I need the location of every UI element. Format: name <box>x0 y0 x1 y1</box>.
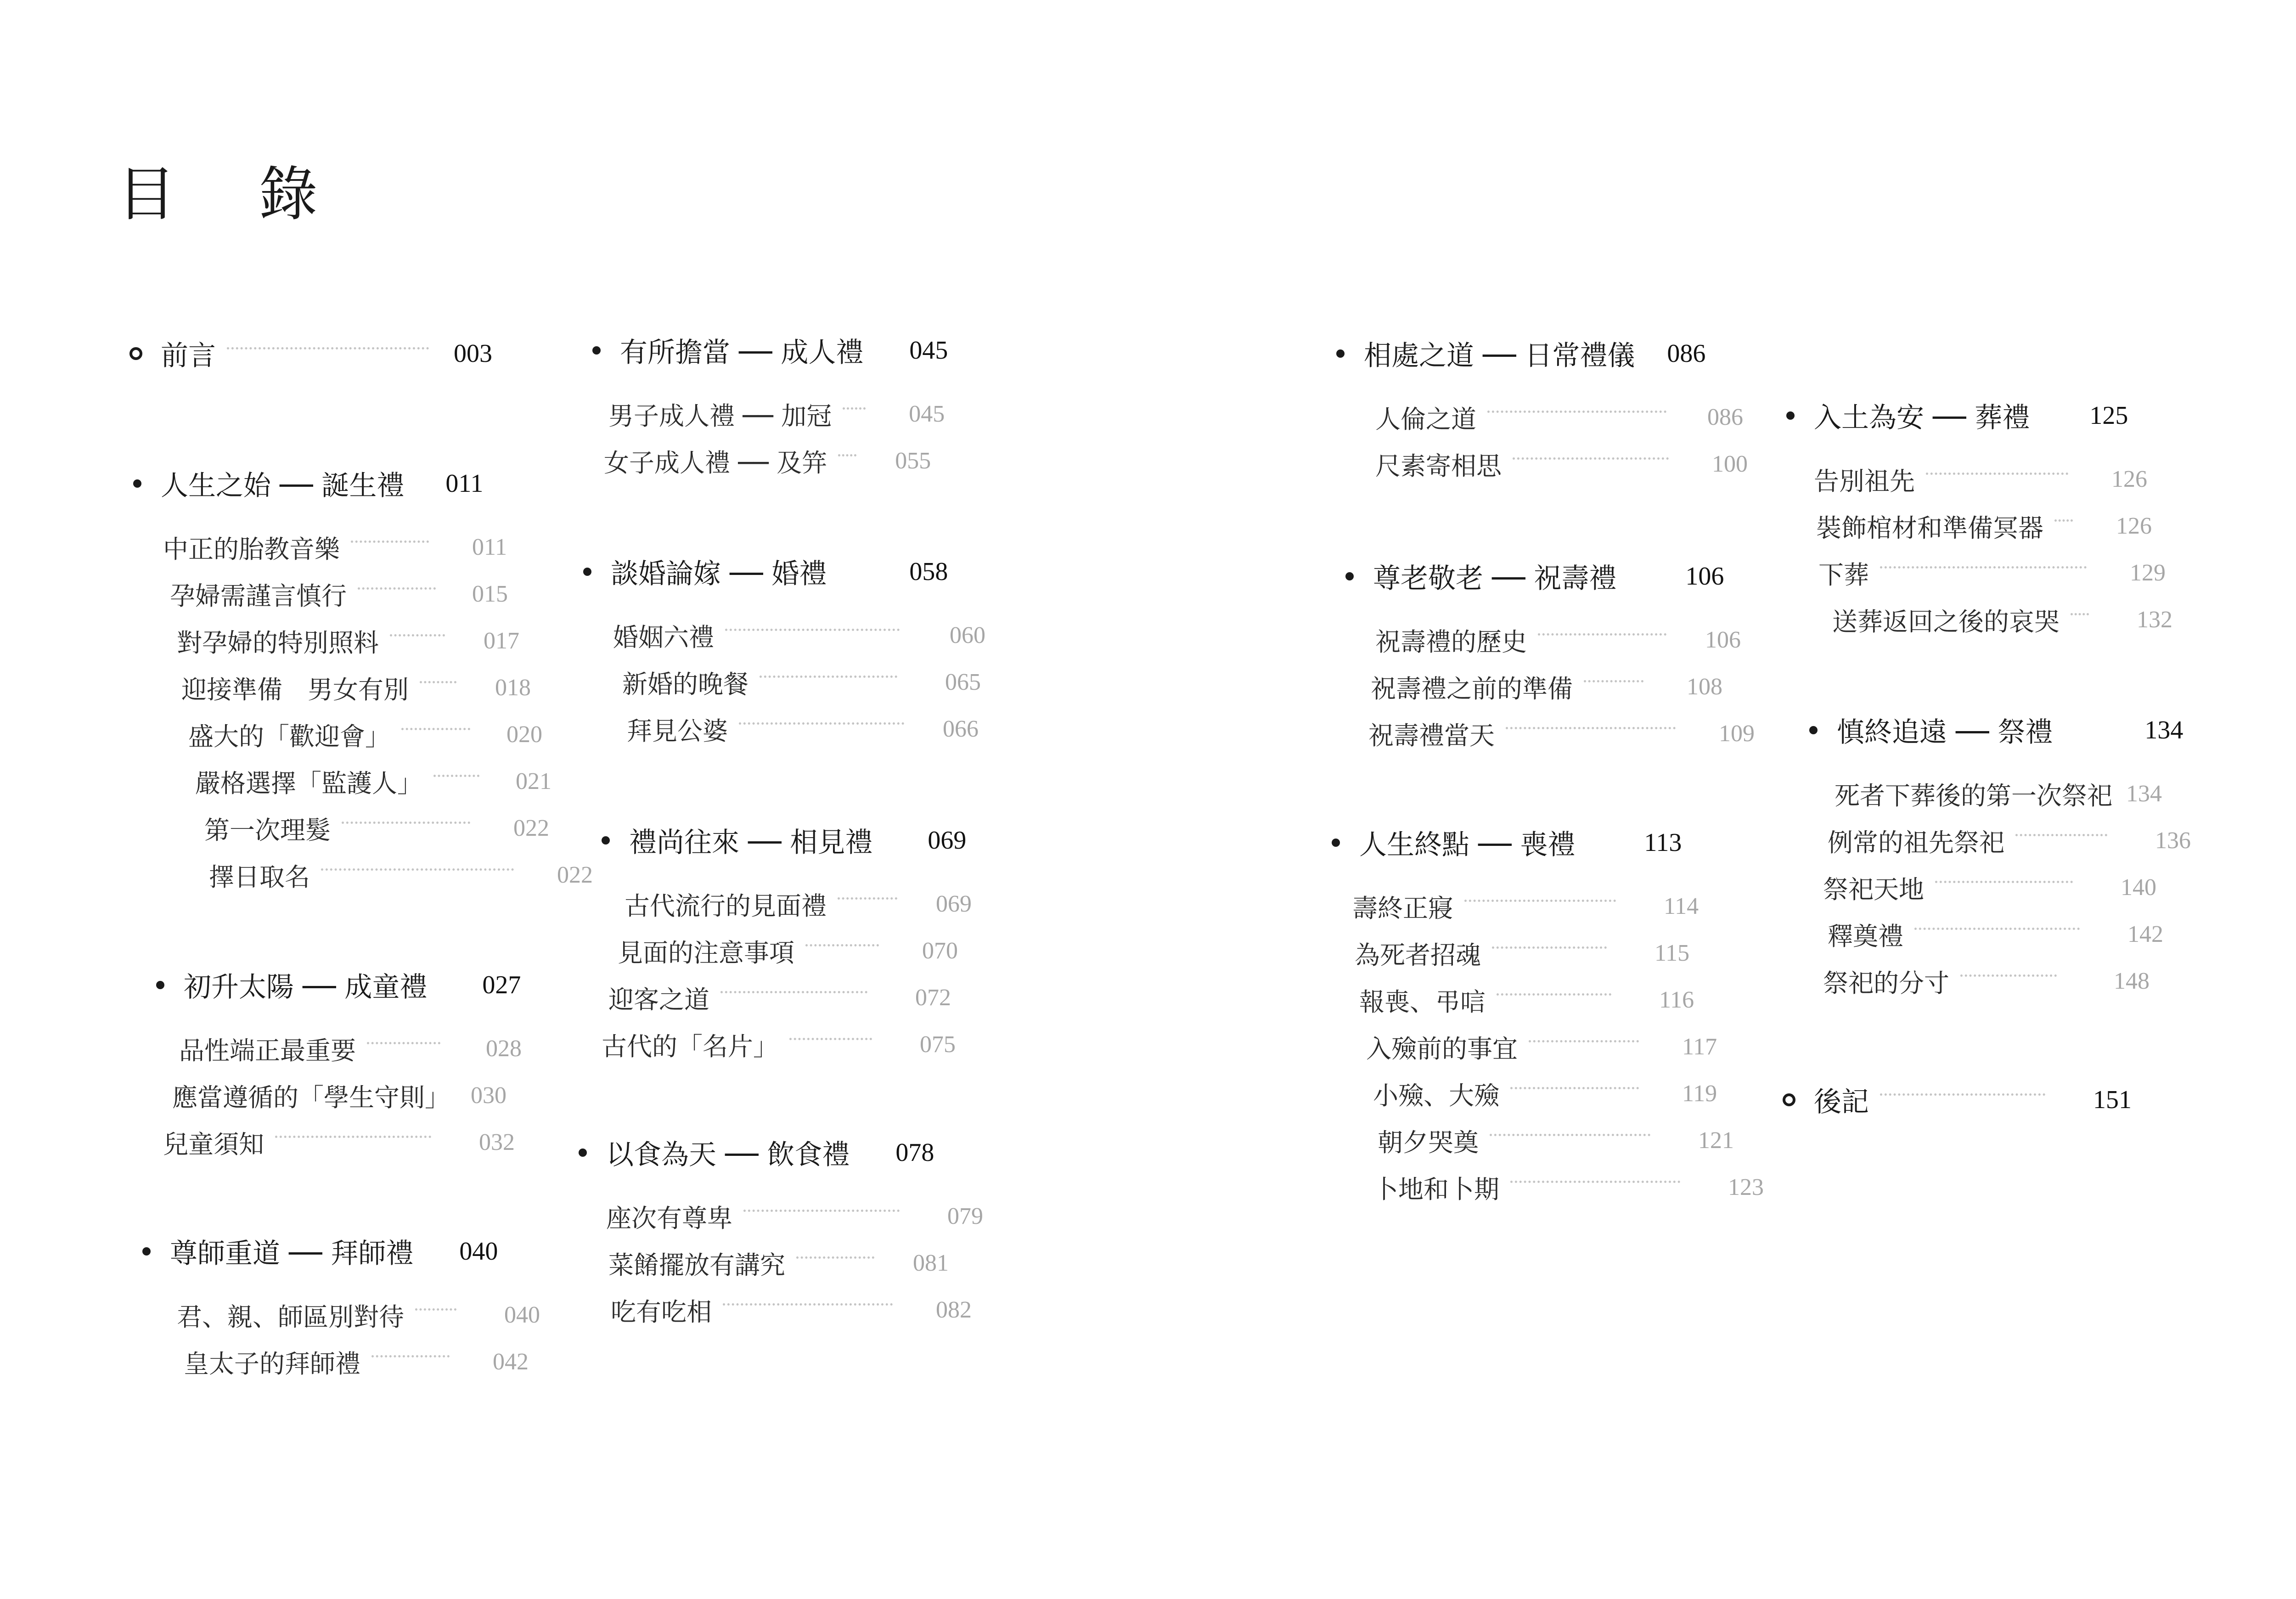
section-title: 禮尚往來 ── 相見禮 <box>629 827 873 859</box>
entry-page-number: 123 <box>1728 1174 1764 1200</box>
toc-entry <box>602 1028 956 1060</box>
toc-entry <box>163 1126 515 1158</box>
entry-title: 祝壽禮的歷史 <box>1375 627 1527 657</box>
entry-page-number: 065 <box>945 669 981 695</box>
toc-entry <box>1823 965 2150 997</box>
dot-leader <box>1510 1181 1680 1183</box>
dot-leader <box>1513 457 1669 460</box>
dot-leader <box>390 634 445 636</box>
section-page-number: 134 <box>2144 716 2183 744</box>
dot-leader <box>342 822 470 824</box>
toc-entry <box>1818 557 2166 589</box>
entry-title: 吃有吃相 <box>611 1297 712 1327</box>
entry-page-number: 109 <box>1719 720 1755 747</box>
entry-title: 古代流行的見面禮 <box>625 891 827 921</box>
toc-entry <box>1828 824 2191 856</box>
entry-page-number: 106 <box>1705 626 1741 653</box>
dot-leader <box>1935 881 2073 883</box>
entry-title: 皇太子的拜師禮 <box>184 1349 361 1379</box>
dot-leader <box>789 1038 872 1040</box>
entry-page-number: 040 <box>504 1301 540 1328</box>
dot-leader <box>720 991 867 993</box>
dot-leader <box>1880 566 2087 569</box>
dot-leader <box>838 897 897 900</box>
entry-page-number: 086 <box>1707 404 1744 430</box>
section-title: 後記 <box>1814 1086 1869 1118</box>
entry-title: 男子成人禮 ── 加冠 <box>608 401 832 431</box>
section-heading <box>606 1137 934 1169</box>
section-title: 前言 <box>161 340 216 372</box>
dot-leader <box>739 722 904 725</box>
entry-title: 擇日取名 <box>209 862 310 892</box>
entry-page-number: 030 <box>471 1082 507 1109</box>
section-title: 入土為安 ── 葬禮 <box>1814 402 2030 434</box>
entry-page-number: 079 <box>947 1203 984 1229</box>
entry-page-number: 011 <box>472 534 507 560</box>
entry-page-number: 022 <box>557 861 593 888</box>
entry-title: 兒童須知 <box>163 1129 264 1159</box>
section-page-number: 040 <box>459 1237 498 1266</box>
section-page-number: 106 <box>1685 562 1724 591</box>
dot-leader <box>843 407 866 410</box>
entry-title: 祝壽禮當天 <box>1368 721 1495 750</box>
section-page-number: 069 <box>928 826 967 855</box>
entry-title: 迎接準備 男女有別 <box>181 675 409 704</box>
dot-leader <box>321 868 514 871</box>
entry-page-number: 075 <box>920 1031 956 1058</box>
entry-title: 座次有尊卑 <box>606 1203 733 1233</box>
entry-page-number: 021 <box>516 768 552 794</box>
toc-entry <box>1366 1030 1717 1063</box>
entry-title: 中正的胎教音樂 <box>163 534 340 564</box>
toc-entry <box>608 981 951 1013</box>
entry-page-number: 121 <box>1698 1127 1734 1154</box>
entry-page-number: 042 <box>493 1348 529 1375</box>
section-heading <box>611 556 948 588</box>
entry-page-number: 069 <box>936 890 972 917</box>
entry-page-number: 055 <box>895 447 931 474</box>
section-page-number: 078 <box>895 1138 934 1167</box>
entry-title: 釋奠禮 <box>1828 921 1904 951</box>
section-page-number: 011 <box>445 469 484 498</box>
entry-page-number: 018 <box>495 674 531 701</box>
dot-leader <box>275 1136 431 1138</box>
section-page-number: 125 <box>2089 401 2128 430</box>
entry-title: 見面的注意事項 <box>618 938 795 968</box>
entry-page-number: 022 <box>513 815 550 841</box>
dot-leader <box>1960 974 2057 977</box>
dot-leader <box>371 1355 450 1357</box>
entry-page-number: 140 <box>2121 874 2157 901</box>
dot-leader <box>760 676 897 678</box>
dot-leader <box>805 944 879 946</box>
entry-title: 祭祀的分寸 <box>1823 968 1950 998</box>
section-heading <box>1814 1084 2132 1116</box>
dot-leader <box>725 629 900 631</box>
entry-page-number: 129 <box>2130 559 2166 586</box>
entry-page-number: 136 <box>2155 827 2191 854</box>
dot-leader <box>838 454 856 456</box>
toc-entry <box>1373 1077 1717 1109</box>
dot-leader <box>351 541 429 543</box>
dot-leader <box>1510 1087 1639 1089</box>
toc-entry <box>170 578 508 610</box>
entry-page-number: 119 <box>1682 1080 1717 1107</box>
entry-page-number: 082 <box>936 1296 972 1323</box>
dot-bullet-icon <box>1332 839 1340 847</box>
section-heading <box>1837 714 2183 749</box>
toc-entry <box>1814 463 2147 495</box>
dot-leader <box>415 1308 456 1311</box>
entry-page-number: 066 <box>943 715 979 742</box>
entry-title: 裝飾棺材和準備冥器 <box>1816 513 2044 543</box>
dot-leader <box>2054 519 2073 522</box>
dot-bullet-icon <box>1786 411 1795 420</box>
toc-entry <box>181 671 531 704</box>
dot-leader <box>2071 613 2089 615</box>
section-heading <box>161 338 492 370</box>
entry-title: 朝夕哭奠 <box>1378 1127 1479 1157</box>
section-heading <box>1814 400 2128 432</box>
dot-leader <box>433 775 479 777</box>
entry-title: 迎客之道 <box>608 985 710 1014</box>
toc-entry <box>209 859 593 891</box>
section-heading <box>184 969 521 1001</box>
dot-bullet-icon <box>133 479 141 488</box>
dot-leader <box>1584 680 1643 682</box>
entry-title: 例常的祖先祭祀 <box>1828 828 2005 857</box>
entry-page-number: 020 <box>506 721 543 748</box>
toc-entry <box>613 619 985 651</box>
entry-page-number: 015 <box>472 580 508 607</box>
toc-entry <box>625 888 972 920</box>
entry-title: 女子成人禮 ── 及笄 <box>604 448 827 478</box>
section-title: 尊老敬老 ── 祝壽禮 <box>1373 563 1617 595</box>
entry-title: 報喪、弔唁 <box>1359 987 1486 1017</box>
dot-leader <box>2015 834 2107 836</box>
toc-entry <box>1378 1124 1734 1156</box>
entry-title: 壽終正寢 <box>1352 893 1454 923</box>
toc-entry <box>618 935 958 967</box>
entry-title: 婚姻六禮 <box>613 622 715 652</box>
dot-leader <box>796 1256 874 1259</box>
toc-entry <box>627 713 979 745</box>
toc-entry <box>188 718 542 750</box>
entry-page-number: 108 <box>1687 673 1723 700</box>
dot-bullet-icon <box>1345 572 1354 580</box>
entry-page-number: 114 <box>1664 893 1699 919</box>
entry-title: 古代的「名片」 <box>602 1031 779 1061</box>
entry-page-number: 081 <box>913 1250 949 1276</box>
section-title: 慎終追遠 ── 祭禮 <box>1837 716 2053 749</box>
section-page-number: 045 <box>909 336 948 365</box>
section-page-number: 003 <box>454 339 492 368</box>
dot-leader <box>1880 1093 2045 1096</box>
entry-page-number: 126 <box>2111 466 2148 492</box>
section-heading <box>1364 338 1705 370</box>
dot-bullet-icon <box>142 1247 151 1256</box>
entry-page-number: 148 <box>2114 968 2150 994</box>
entry-page-number: 126 <box>2116 512 2152 539</box>
toc-entry <box>604 445 931 477</box>
toc-entry <box>204 812 549 844</box>
entry-title: 人倫之道 <box>1375 404 1477 434</box>
dot-leader <box>1914 928 2080 930</box>
entry-title: 孕婦需謹言慎行 <box>170 581 347 611</box>
toc-entry <box>179 1032 522 1064</box>
dot-leader <box>1506 727 1676 729</box>
dot-leader <box>1492 946 1607 949</box>
entry-page-number: 060 <box>950 622 986 648</box>
entry-page-number: 032 <box>479 1129 515 1155</box>
dot-bullet-icon <box>1336 349 1345 358</box>
toc-entry <box>172 1079 506 1111</box>
toc-entry <box>1375 448 1748 480</box>
toc-entry <box>1832 603 2172 636</box>
entry-title: 菜餚擺放有講究 <box>608 1250 786 1280</box>
toc-entry <box>177 1299 540 1331</box>
entry-title: 祝壽禮之前的準備 <box>1371 674 1573 704</box>
ring-bullet-icon <box>129 347 142 360</box>
toc-entry <box>1355 937 1689 969</box>
entry-title: 小殮、大殮 <box>1373 1081 1500 1110</box>
toc-entry <box>1373 1171 1764 1203</box>
toc-entry <box>1352 890 1699 922</box>
entry-title: 下葬 <box>1818 560 1869 590</box>
entry-title: 新婚的晚餐 <box>622 669 749 699</box>
entry-title: 應當遵循的「學生守則」 <box>172 1082 450 1112</box>
entry-title: 盛大的「歡迎會」 <box>188 721 391 751</box>
entry-page-number: 134 <box>2126 780 2162 807</box>
page-title: 目 錄 <box>117 160 350 229</box>
section-title: 初升太陽 ── 成童禮 <box>184 971 428 1003</box>
entry-title: 君、親、師區別對待 <box>177 1302 405 1332</box>
section-title: 相處之道 ── 日常禮儀 <box>1364 340 1635 372</box>
toc-entry <box>1375 401 1743 433</box>
entry-title: 嚴格選擇「監護人」 <box>195 768 423 798</box>
toc-entry <box>608 398 945 430</box>
section-title: 以食為天 ── 飲食禮 <box>606 1139 850 1171</box>
entry-page-number: 142 <box>2127 921 2164 947</box>
entry-page-number: 116 <box>1659 986 1694 1013</box>
dot-leader <box>1538 633 1666 636</box>
toc-entry <box>1371 670 1722 703</box>
dot-leader <box>1926 473 2068 475</box>
toc-entry <box>195 765 551 797</box>
entry-title: 卜地和卜期 <box>1373 1174 1500 1204</box>
entry-title: 祭祀天地 <box>1823 874 1925 904</box>
entry-page-number: 017 <box>484 627 520 654</box>
toc-entry <box>1835 777 2162 810</box>
section-heading <box>1373 560 1724 595</box>
entry-page-number: 115 <box>1654 940 1690 966</box>
dot-bullet-icon <box>1809 726 1818 734</box>
entry-page-number: 045 <box>909 400 945 427</box>
entry-title: 為死者招魂 <box>1355 940 1481 970</box>
section-title: 談婚論嫁 ── 婚禮 <box>611 558 827 590</box>
toc-entry <box>1375 624 1741 656</box>
section-heading <box>170 1235 498 1270</box>
entry-page-number: 117 <box>1682 1033 1717 1060</box>
section-page-number: 058 <box>909 557 948 586</box>
entry-page-number: 132 <box>2137 606 2173 633</box>
entry-title: 尺素寄相思 <box>1375 451 1502 481</box>
dot-bullet-icon <box>579 1149 587 1157</box>
toc-entry <box>1828 918 2163 950</box>
dot-bullet-icon <box>592 346 601 355</box>
dot-bullet-icon <box>156 981 164 989</box>
toc-entry <box>622 666 981 698</box>
entry-page-number: 072 <box>915 984 951 1011</box>
entry-title: 拜見公婆 <box>627 716 728 746</box>
section-title: 人生終點 ── 喪禮 <box>1359 829 1576 861</box>
toc-entry <box>608 1247 949 1279</box>
dot-leader <box>723 1303 893 1306</box>
dot-leader <box>1490 1134 1650 1136</box>
section-heading <box>620 334 948 369</box>
entry-title: 死者下葬後的第一次祭祀 <box>1835 781 2113 811</box>
entry-title: 送葬返回之後的哀哭 <box>1832 607 2060 636</box>
entry-title: 告別祖先 <box>1814 466 1915 496</box>
toc-entry <box>1823 871 2156 903</box>
dot-bullet-icon <box>583 568 591 576</box>
dot-leader <box>358 587 436 590</box>
dot-leader <box>401 728 470 730</box>
entry-title: 第一次理髮 <box>204 815 331 845</box>
section-title: 有所擔當 ── 成人禮 <box>620 337 864 369</box>
section-heading <box>629 824 967 859</box>
ring-bullet-icon <box>1783 1093 1795 1106</box>
toc-entry <box>184 1346 529 1378</box>
dot-leader <box>1497 993 1611 996</box>
entry-title: 品性端正最重要 <box>179 1036 356 1065</box>
toc-entry <box>163 531 507 563</box>
toc-entry <box>606 1200 983 1232</box>
toc-entry <box>1816 510 2152 542</box>
dot-leader <box>1529 1040 1639 1042</box>
section-page-number: 151 <box>2093 1086 2132 1114</box>
dot-bullet-icon <box>602 836 610 845</box>
section-heading <box>1359 827 1682 859</box>
entry-page-number: 100 <box>1712 450 1748 477</box>
toc-entry <box>1359 984 1694 1016</box>
entry-title: 入殮前的事宜 <box>1366 1034 1518 1064</box>
section-heading <box>161 467 483 500</box>
entry-page-number: 070 <box>922 937 958 964</box>
entry-page-number: 028 <box>486 1035 522 1062</box>
section-title: 尊師重道 ── 拜師禮 <box>170 1238 414 1270</box>
dot-leader <box>1487 411 1666 413</box>
dot-leader <box>743 1210 900 1212</box>
dot-leader <box>227 347 429 349</box>
section-title: 人生之始 ── 誕生禮 <box>161 470 405 502</box>
dot-leader <box>420 681 456 683</box>
section-page-number: 086 <box>1667 339 1706 368</box>
section-page-number: 113 <box>1644 828 1682 857</box>
dot-leader <box>1464 900 1616 902</box>
section-page-number: 027 <box>482 971 521 999</box>
dot-leader <box>367 1042 440 1044</box>
toc-entry <box>177 625 519 657</box>
toc-entry <box>1368 717 1755 749</box>
toc-entry <box>611 1294 972 1326</box>
entry-title: 對孕婦的特別照料 <box>177 628 379 658</box>
